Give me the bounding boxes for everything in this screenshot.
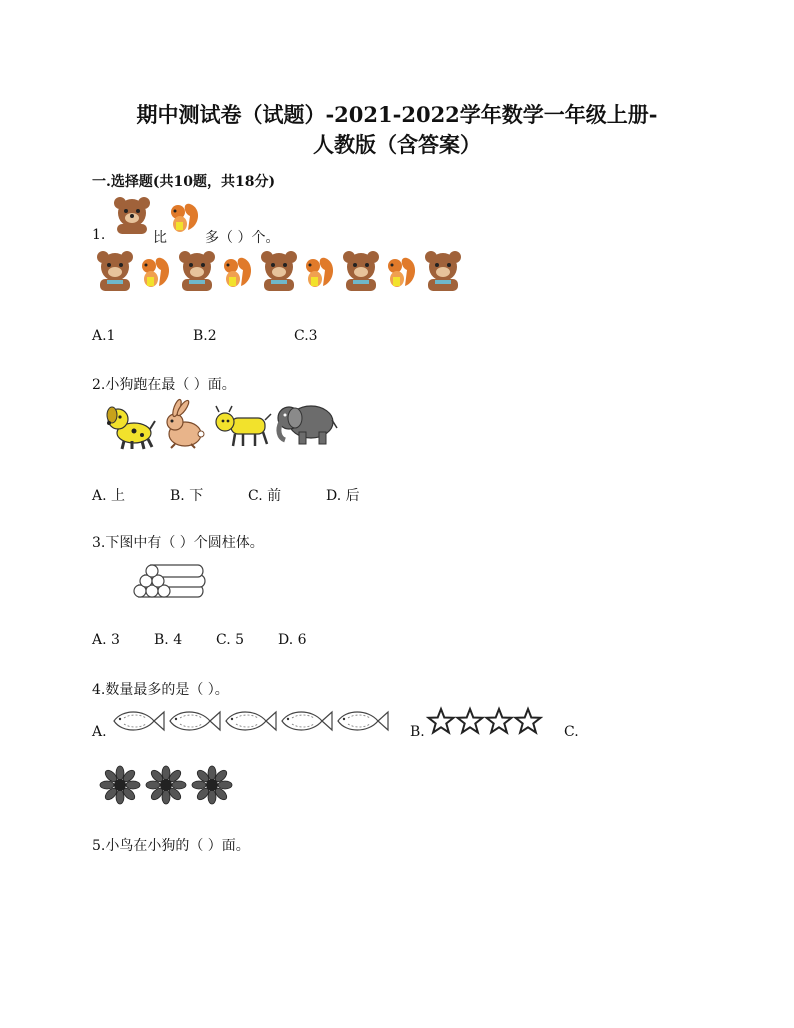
bear-icon	[423, 250, 463, 292]
flower-icon	[100, 766, 140, 804]
question-4-option-b[interactable]: B.	[410, 724, 425, 740]
squirrel-icon	[219, 254, 255, 292]
question-2-option-b[interactable]: B. 下	[170, 488, 204, 504]
question-2-stem: 小狗跑在最（ ）面。	[105, 377, 236, 393]
question-4-number: 4.	[92, 682, 106, 698]
fish-group	[110, 706, 390, 740]
question-1-option-b[interactable]: B.2	[193, 328, 217, 344]
dog-icon	[104, 403, 156, 451]
bear-icon	[112, 196, 152, 236]
question-3-number: 3.	[92, 535, 106, 551]
question-2-number: 2.	[92, 377, 106, 393]
bear-icon	[95, 250, 135, 292]
question-3-option-a[interactable]: A. 3	[92, 632, 120, 648]
squirrel-icon	[301, 254, 337, 292]
star-icon	[427, 708, 455, 734]
question-3-option-b[interactable]: B. 4	[154, 632, 183, 648]
question-5-number: 5.	[92, 838, 106, 854]
bear-icon	[341, 250, 381, 292]
fish-icon	[110, 706, 166, 736]
question-5-text	[92, 835, 250, 855]
star-group	[427, 708, 543, 736]
question-1-option-a[interactable]: A.1	[92, 328, 116, 344]
question-4-text	[92, 679, 229, 699]
question-4-option-c[interactable]: C.	[564, 724, 579, 740]
question-1-stem-b: 多（ ）个。	[205, 230, 280, 246]
flower-icon	[192, 766, 232, 804]
bear-icon	[177, 250, 217, 292]
fish-icon	[166, 706, 222, 736]
question-3-stem: 下图中有（ ）个圆柱体。	[105, 535, 264, 551]
question-4-stem: 数量最多的是（ ）。	[105, 682, 229, 698]
star-icon	[456, 708, 484, 734]
page-title: 期中测试卷（试题）-2021-2022学年数学一年级上册-	[136, 102, 658, 127]
fish-icon	[334, 706, 390, 736]
question-1-option-c[interactable]: C.3	[294, 328, 318, 344]
page-title-line2: 人教版（含答案）	[313, 132, 481, 157]
flower-icon	[146, 766, 186, 804]
fish-icon	[222, 706, 278, 736]
fish-icon	[278, 706, 334, 736]
question-3-option-c[interactable]: C. 5	[216, 632, 245, 648]
squirrel-icon	[166, 200, 202, 236]
question-2-option-a[interactable]: A. 上	[92, 488, 126, 504]
question-5-stem: 小鸟在小狗的（ ）面。	[105, 838, 250, 854]
elephant-icon	[275, 400, 339, 446]
question-1-number: 1.	[92, 227, 106, 243]
squirrel-icon	[383, 254, 419, 292]
bear-icon	[259, 250, 299, 292]
cow-icon	[213, 402, 273, 448]
squirrel-icon	[137, 254, 173, 292]
question-2-option-c[interactable]: C. 前	[248, 488, 282, 504]
stacked-logs-icon	[132, 558, 206, 598]
flower-group	[100, 766, 240, 806]
question-1-animal-row	[95, 250, 465, 294]
question-2-text	[92, 374, 236, 394]
question-3-text	[92, 532, 264, 552]
section-heading: 一.选择题(共10题，共18分)	[92, 174, 276, 190]
question-3-option-d[interactable]: D. 6	[278, 632, 307, 648]
star-icon	[514, 708, 542, 734]
question-4-option-a[interactable]: A.	[92, 724, 107, 740]
question-1-stem-a: 比	[153, 230, 167, 246]
star-icon	[485, 708, 513, 734]
rabbit-icon	[161, 400, 207, 450]
question-2-option-d[interactable]: D. 后	[326, 488, 360, 504]
